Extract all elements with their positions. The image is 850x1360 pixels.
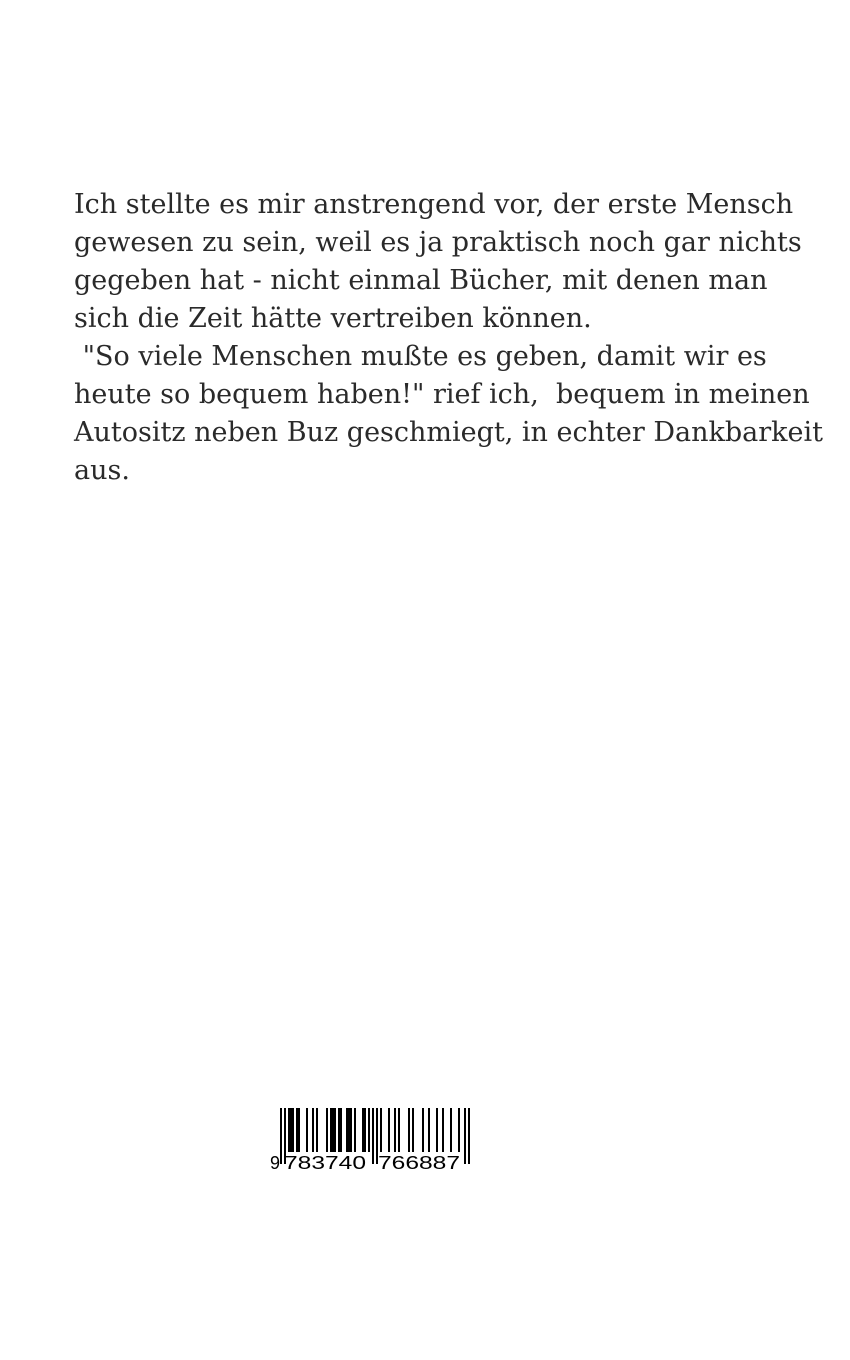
barcode-bar [292,1108,294,1152]
barcode-bar [362,1108,364,1152]
barcode-bar [428,1108,430,1152]
barcode-bar [306,1108,308,1152]
barcode-bar [316,1108,318,1152]
barcode-bar [340,1108,342,1152]
barcode-bar [350,1108,352,1152]
barcode-bar [288,1108,290,1152]
barcode-bar [422,1108,424,1152]
barcode-bar [326,1108,328,1152]
blurb-line: heute so bequem haben!" rief ich, bequem in meinen [74,379,810,410]
barcode-bar [368,1108,370,1152]
barcode-bar [468,1108,470,1164]
barcode-bar [348,1108,350,1152]
barcode-bar [458,1108,460,1152]
isbn-leading-digit: 9 [270,1153,281,1173]
barcode-bar [450,1108,452,1152]
barcode-bar [298,1108,300,1152]
barcode-bar [398,1108,400,1152]
barcode-bar [364,1108,366,1152]
isbn-left-group: 783740 [284,1153,366,1173]
blurb-line: Autositz neben Buz geschmiegt, in echter Dankbarkeit [74,417,823,448]
barcode-bar [280,1108,282,1164]
barcode-bar [388,1108,390,1152]
isbn-right-group: 766887 [378,1153,460,1173]
barcode-bar [290,1108,292,1152]
barcode-bar [330,1108,332,1152]
barcode-bar [312,1108,314,1152]
barcode-bar [436,1108,438,1152]
barcode-bar [332,1108,334,1152]
isbn-digits [270,1153,460,1173]
barcode-bar [338,1108,340,1152]
blurb-line: "So viele Menschen mußte es geben, damit wir es [74,341,767,372]
barcode-bar [394,1108,396,1152]
barcode-bar [408,1108,410,1152]
back-cover-blurb [74,186,823,490]
isbn-barcode [268,1106,474,1176]
barcode-bar [380,1108,382,1152]
barcode-bar [346,1108,348,1152]
barcode-bar [412,1108,414,1152]
blurb-line: gegeben hat - nicht einmal Bücher, mit denen man [74,265,768,296]
blurb-line: sich die Zeit hätte vertreiben können. [74,303,592,334]
barcode-bar [354,1108,356,1152]
blurb-line: Ich stellte es mir anstrengend vor, der erste Mensch [74,189,794,220]
blurb-line: gewesen zu sein, weil es ja praktisch noch gar nichts [74,227,802,258]
barcode-bar [442,1108,444,1152]
blurb-line: aus. [74,455,130,486]
barcode-bar [334,1108,336,1152]
barcode-bar [372,1108,374,1164]
barcode-bar [296,1108,298,1152]
barcode-bar [464,1108,466,1164]
